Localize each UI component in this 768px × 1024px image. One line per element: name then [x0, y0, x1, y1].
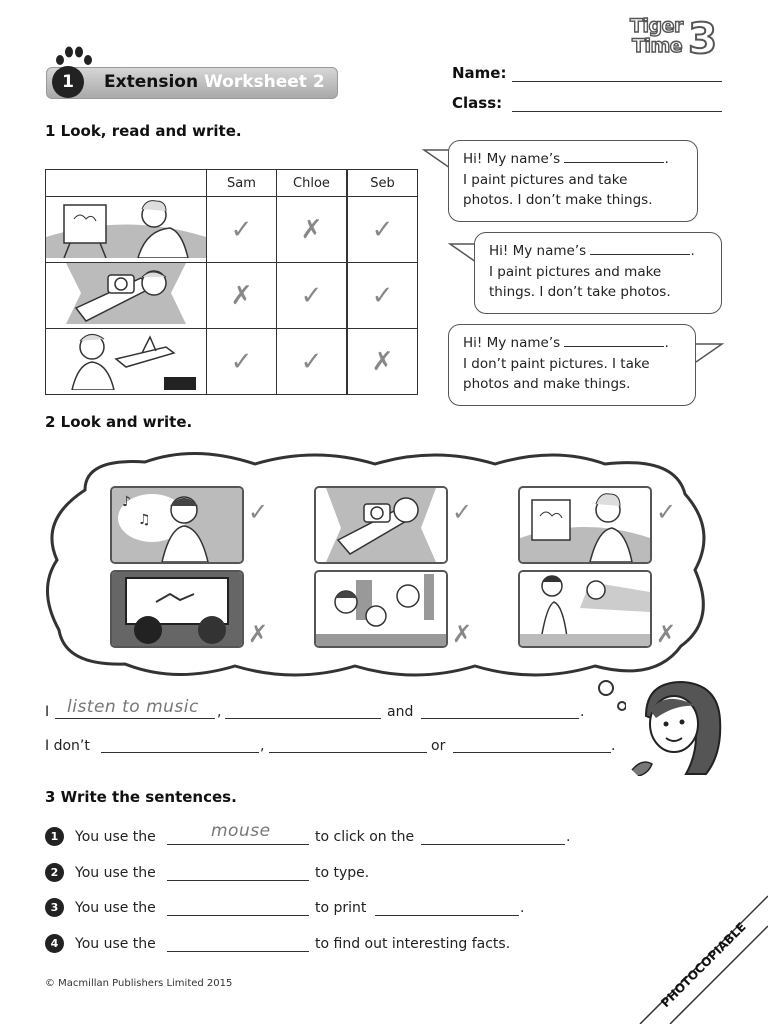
number-badge: 4 — [45, 934, 64, 953]
sentence-text: You use the — [75, 900, 156, 916]
answer-blank[interactable] — [421, 718, 579, 719]
section3-heading: 3 Write the sentences. — [45, 788, 237, 806]
check-mark: ✓ — [452, 498, 473, 526]
picture-take-photos — [314, 486, 448, 564]
answer-blank[interactable] — [167, 844, 309, 845]
logo-word-time: Time — [632, 35, 683, 57]
sentence-item-1 — [45, 821, 585, 850]
mark-cell: ✗ — [207, 263, 277, 329]
number-badge: 1 — [45, 827, 64, 846]
bubble-text: Hi! My name’s — [489, 243, 587, 259]
bubble-text: . — [664, 335, 669, 351]
line-text: . — [580, 704, 585, 720]
table-row — [46, 197, 418, 263]
tiger-time-logo — [626, 12, 730, 66]
mark-cell: ✓ — [277, 263, 348, 329]
class-field[interactable] — [512, 111, 722, 112]
bubble-tail-icon — [694, 342, 724, 366]
logo-number: 3 — [688, 14, 718, 63]
bubble-text: I paint pictures and take — [463, 171, 628, 188]
speech-bubble-2 — [474, 232, 722, 314]
mark-cell: ✓ — [347, 197, 418, 263]
mark-cell: ✓ — [207, 197, 277, 263]
cross-mark: ✗ — [248, 620, 269, 648]
speech-bubble-1 — [448, 140, 698, 222]
answer-blank[interactable] — [167, 915, 309, 916]
sentence-item-3 — [45, 897, 585, 921]
answer-blank[interactable] — [453, 752, 611, 753]
sentence-line-2 — [45, 734, 625, 758]
bubble-text: I paint pictures and make — [489, 263, 662, 280]
svg-text:♪: ♪ — [122, 494, 131, 510]
name-blank[interactable] — [564, 150, 664, 163]
bubble-text: . — [664, 151, 669, 167]
sentence-text: . — [566, 829, 571, 845]
number-badge: 3 — [45, 898, 64, 917]
sentence-text: . — [520, 900, 525, 916]
painting-picture — [46, 197, 207, 263]
answer-blank[interactable] — [225, 718, 381, 719]
bubble-text: photos and make things. — [463, 376, 631, 392]
sentence-text: to click on the — [315, 829, 415, 845]
line-text: or — [431, 738, 446, 754]
column-header-sam: Sam — [207, 170, 277, 197]
picture-listen-music — [110, 486, 244, 564]
sentence-text: to find out interesting facts. — [315, 936, 511, 952]
answer-blank[interactable] — [55, 718, 215, 719]
activity-table — [45, 169, 418, 395]
name-label: Name: — [452, 64, 507, 82]
answer-blank[interactable] — [269, 752, 427, 753]
picture-visit-city — [314, 570, 448, 648]
check-mark: ✓ — [656, 498, 677, 526]
unit-number: 1 — [52, 66, 84, 98]
name-field[interactable] — [512, 81, 722, 82]
name-blank[interactable] — [590, 242, 690, 255]
answer-blank[interactable] — [167, 880, 309, 881]
line-text: I don’t — [45, 738, 90, 754]
check-mark: ✓ — [248, 498, 269, 526]
column-header-seb: Seb — [347, 170, 418, 197]
title-extension: Extension — [104, 72, 199, 92]
line-text: I — [45, 704, 50, 720]
bubble-text: Hi! My name’s — [463, 335, 561, 351]
sentence-item-4 — [45, 933, 585, 957]
mark-cell: ✗ — [277, 197, 348, 263]
copyright-text: © Macmillan Publishers Limited 2015 — [45, 978, 233, 989]
line-text: . — [611, 738, 616, 754]
title-worksheet: Worksheet 2 — [204, 72, 325, 92]
cross-mark: ✗ — [452, 620, 473, 648]
sentence-text: You use the — [75, 865, 156, 881]
section1-heading: 1 Look, read and write. — [45, 122, 242, 140]
line-text: , — [260, 738, 265, 754]
name-blank[interactable] — [564, 334, 664, 347]
sentence-text: You use the — [75, 936, 156, 952]
cross-mark: ✗ — [656, 620, 677, 648]
photocopiable-band — [600, 880, 768, 1024]
mark-cell: ✓ — [347, 263, 418, 329]
answer-blank[interactable] — [167, 951, 309, 952]
number-badge: 2 — [45, 863, 64, 882]
example-answer: listen to music — [67, 697, 199, 717]
mark-cell: ✓ — [277, 329, 348, 395]
table-row — [46, 329, 418, 395]
svg-text:♫: ♫ — [138, 512, 151, 528]
sentence-text: to type. — [315, 865, 370, 881]
speech-bubble-3 — [448, 324, 696, 406]
worksheet-title — [104, 72, 325, 92]
answer-blank[interactable] — [101, 752, 259, 753]
sentence-text: You use the — [75, 829, 156, 845]
thinking-girl-icon — [626, 676, 726, 776]
sentence-text: to print — [315, 900, 367, 916]
line-text: and — [387, 704, 414, 720]
mark-cell: ✓ — [207, 329, 277, 395]
picture-paint-pictures — [518, 486, 652, 564]
mark-cell: ✗ — [347, 329, 418, 395]
column-header-chloe: Chloe — [277, 170, 348, 197]
class-label: Class: — [452, 94, 503, 112]
bubble-text: . — [690, 243, 695, 259]
making-picture — [46, 329, 207, 395]
answer-blank[interactable] — [375, 915, 519, 916]
photo-picture — [46, 263, 207, 329]
example-answer: mouse — [211, 821, 271, 841]
logo-word-tiger: Tiger — [630, 15, 683, 37]
line-text: , — [217, 704, 222, 720]
table-corner — [46, 170, 207, 197]
picture-play-sport — [518, 570, 652, 648]
bubble-text: photos. I don’t make things. — [463, 192, 653, 208]
answer-blank[interactable] — [421, 844, 565, 845]
bubble-text: I don’t paint pictures. I take — [463, 355, 650, 372]
sentence-line-1 — [45, 697, 605, 724]
picture-watch-tv — [110, 570, 244, 648]
bubble-text: Hi! My name’s — [463, 151, 561, 167]
bubble-text: things. I don’t take photos. — [489, 284, 671, 300]
sentence-item-2 — [45, 862, 585, 886]
photocopiable-text: PHOTOCOPIABLE — [658, 919, 749, 1011]
table-row — [46, 263, 418, 329]
section2-heading: 2 Look and write. — [45, 413, 193, 431]
